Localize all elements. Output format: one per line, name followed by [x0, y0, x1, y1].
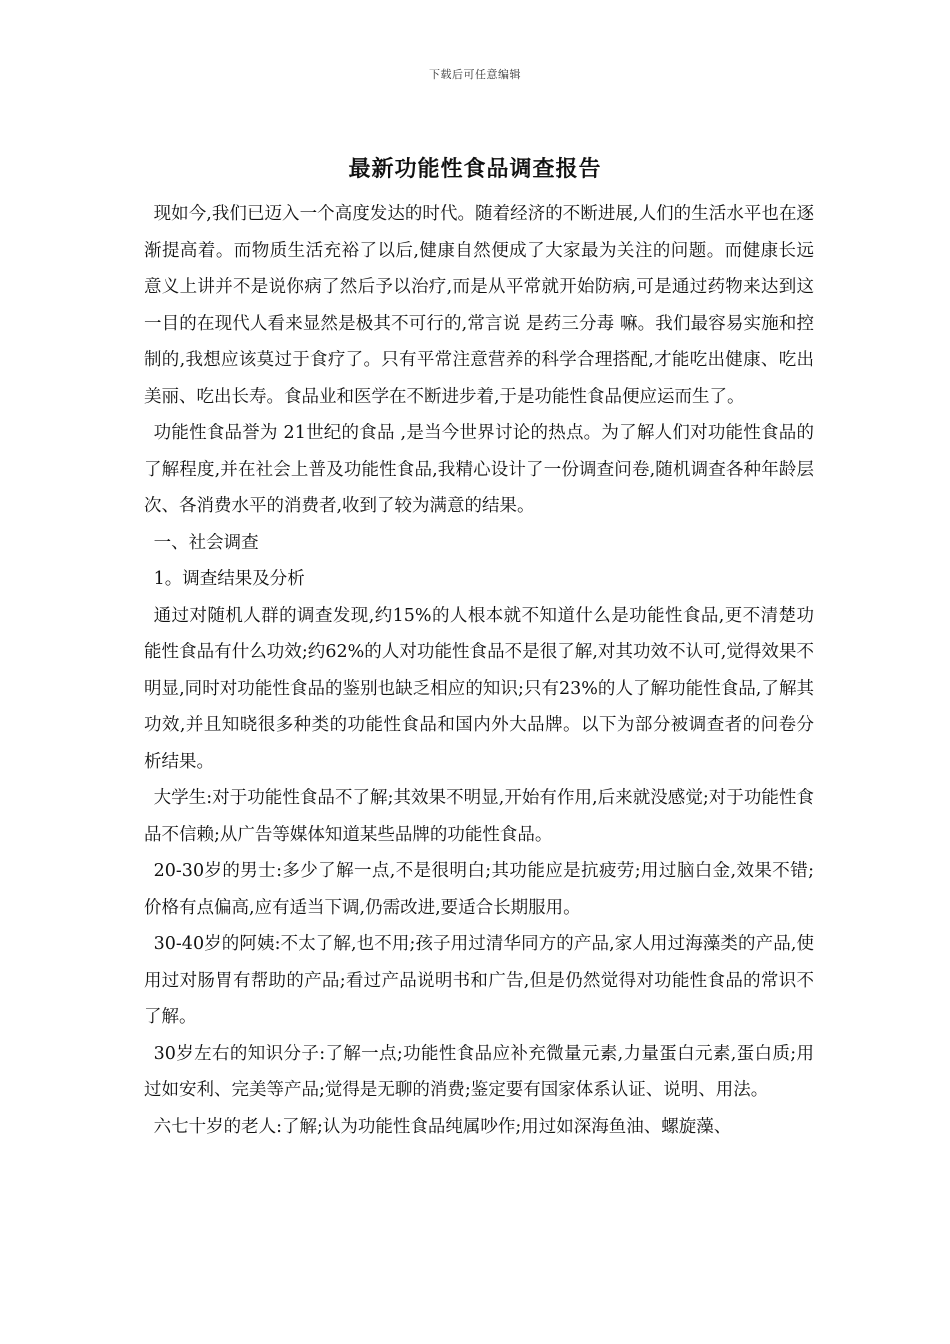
paragraph-results: 通过对随机人群的调查发现,约15%的人根本就不知道什么是功能性食品,更不清楚功能性食品有什么功效;约62%的人对功能性食品不是很了解,对其功效不认可,觉得效果不明显,同时对功能性食品的鉴别也缺乏相应的知识;只有23%的人了解功能性食品,了解其功效,并且知晓很多种类的功能性食品和国内外大品牌。以下为部分被调查者的问卷分析结果。	[144, 605, 814, 772]
paragraph-purpose: 功能性食品誉为 21世纪的食品 ,是当今世界讨论的热点。为了解人们对功能性食品的了解程度,并在社会上普及功能性食品,我精心设计了一份调查问卷,随机调查各种年龄层次、各消费水平的消费者,收到了较为满意的结果。	[144, 423, 814, 516]
paragraph-intro: 现如今,我们已迈入一个高度发达的时代。随着经济的不断进展,人们的生活水平也在逐渐提高着。而物质生活充裕了以后,健康自然便成了大家最为关注的问题。而健康长远意义上讲并不是说你病了然后予以治疗,而是从平常就开始防病,可是通过药物来达到这一目的在现代人看来显然是极其不可行的,常言说 是药三分毒 嘛。我们最容易实施和控制的,我想应该莫过于食疗了。只有平常注意营养的科学合理搭配,才能吃出健康、吃出美丽、吃出长寿。食品业和医学在不断进步着,于是功能性食品便应运而生了。	[144, 204, 814, 407]
page-header-note: 下载后可任意编辑	[429, 68, 521, 81]
subsection-heading: 1。调查结果及分析	[153, 569, 305, 589]
paragraph-students: 大学生:对于功能性食品不了解;其效果不明显,开始有作用,后来就没感觉;对于功能性食品不信赖;从广告等媒体知道某些品牌的功能性食品。	[144, 788, 814, 845]
document-body	[144, 196, 814, 1145]
paragraph-intellectuals-30: 30岁左右的知识分子:了解一点;功能性食品应补充微量元素,力量蛋白元素,蛋白质;用过如安利、完美等产品;觉得是无聊的消费;鉴定要有国家体系认证、说明、用法。	[144, 1043, 814, 1100]
document-title: 最新功能性食品调查报告	[348, 156, 602, 182]
section-heading: 一、社会调查	[153, 532, 259, 553]
paragraph-men-20-30: 20-30岁的男士:多少了解一点,不是很明白;其功能应是抗疲劳;用过脑白金,效果不错;价格有点偏高,应有适当下调,仍需改进,要适合长期服用。	[144, 861, 814, 918]
paragraph-elderly: 六七十岁的老人:了解;认为功能性食品纯属吵作;用过如深海鱼油、螺旋藻、	[153, 1116, 732, 1137]
paragraph-women-30-40: 30-40岁的阿姨:不太了解,也不用;孩子用过清华同方的产品,家人用过海藻类的产品,使用过对肠胃有帮助的产品;看过产品说明书和广告,但是仍然觉得对功能性食品的常识不了解。	[144, 934, 814, 1027]
